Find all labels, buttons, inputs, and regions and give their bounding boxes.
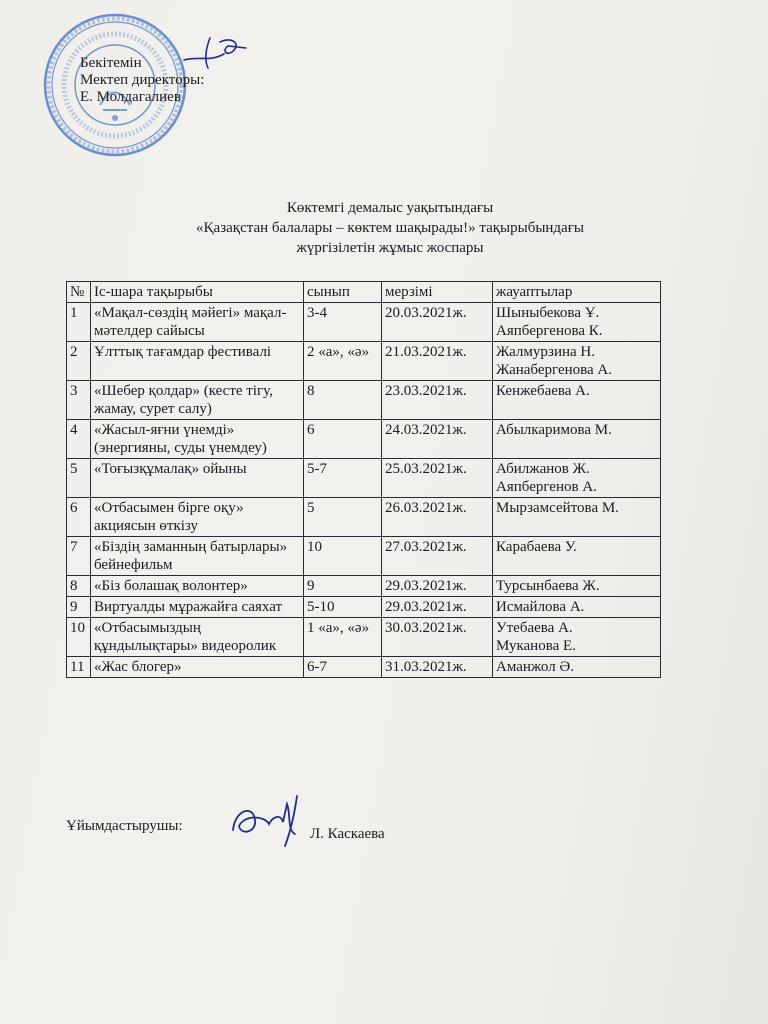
- row-number: 10: [67, 618, 91, 657]
- row-responsible: [493, 381, 661, 420]
- row-number: 3: [67, 381, 91, 420]
- row-number: 6: [67, 498, 91, 537]
- responsible-person: Жалмурзина Н.: [496, 344, 595, 360]
- approval-position: Мектеп директоры:: [80, 72, 205, 88]
- responsible-person: Аяпбергенов А.: [496, 479, 597, 495]
- organizer-label: Ұйымдастырушы:: [66, 818, 183, 834]
- row-date: 23.03.2021ж.: [382, 381, 493, 420]
- row-event: Виртуалды мұражайға саяхат: [91, 597, 304, 618]
- row-number: 8: [67, 576, 91, 597]
- table-row: [67, 381, 661, 420]
- row-grade: 2 «а», «ә»: [304, 342, 382, 381]
- title-line-3: жүргізілетін жұмыс жоспары: [296, 240, 484, 256]
- row-responsible: [493, 657, 661, 678]
- row-event: «Біз болашақ волонтер»: [91, 576, 304, 597]
- responsible-person: Утебаева А.: [496, 620, 573, 636]
- row-grade: 1 «а», «ә»: [304, 618, 382, 657]
- row-grade: 6: [304, 420, 382, 459]
- table-row: [67, 657, 661, 678]
- row-event: «Шебер қолдар» (кесте тігу, жамау, сурет салу): [91, 381, 304, 420]
- row-date: 24.03.2021ж.: [382, 420, 493, 459]
- row-date: 26.03.2021ж.: [382, 498, 493, 537]
- table-row: [67, 618, 661, 657]
- header-grade: сынып: [304, 282, 382, 303]
- row-grade: 5-10: [304, 597, 382, 618]
- document-title: [60, 198, 720, 258]
- responsible-person: Абилжанов Ж.: [496, 461, 590, 477]
- row-responsible: [493, 537, 661, 576]
- row-date: 25.03.2021ж.: [382, 459, 493, 498]
- table-body: [67, 303, 661, 678]
- row-event: Ұлттық тағамдар фестивалі: [91, 342, 304, 381]
- responsible-person: Шыныбекова Ұ.: [496, 305, 600, 321]
- header-date: мерзімі: [382, 282, 493, 303]
- responsible-person: Турсынбаева Ж.: [496, 578, 600, 594]
- responsible-person: Аяпбергенова К.: [496, 323, 603, 339]
- responsible-person: Жанабергенова А.: [496, 362, 613, 378]
- table-row: [67, 498, 661, 537]
- row-number: 7: [67, 537, 91, 576]
- title-line-2: «Қазақстан балалары – көктем шақырады!» тақырыбындағы: [196, 220, 584, 236]
- row-date: 30.03.2021ж.: [382, 618, 493, 657]
- row-date: 27.03.2021ж.: [382, 537, 493, 576]
- row-event: «Тоғызқұмалақ» ойыны: [91, 459, 304, 498]
- row-date: 29.03.2021ж.: [382, 576, 493, 597]
- table-row: [67, 303, 661, 342]
- row-event: «Біздің заманның батырлары» бейнефильм: [91, 537, 304, 576]
- row-date: 31.03.2021ж.: [382, 657, 493, 678]
- approval-name: Е. Молдагалиев: [80, 89, 181, 105]
- row-event: «Жас блогер»: [91, 657, 304, 678]
- row-responsible: [493, 420, 661, 459]
- responsible-person: Исмайлова А.: [496, 599, 585, 615]
- row-responsible: [493, 303, 661, 342]
- table-row: [67, 576, 661, 597]
- row-responsible: [493, 498, 661, 537]
- row-responsible: [493, 618, 661, 657]
- title-line-1: Көктемгі демалыс уақытындағы: [286, 200, 494, 216]
- row-responsible: [493, 459, 661, 498]
- header-event: Іс-шара тақырыбы: [91, 282, 304, 303]
- header-number: №: [67, 282, 91, 303]
- row-number: 2: [67, 342, 91, 381]
- row-grade: 6-7: [304, 657, 382, 678]
- table-row: [67, 459, 661, 498]
- header-responsible: жауаптылар: [493, 282, 661, 303]
- responsible-person: Муканова Е.: [496, 638, 576, 654]
- row-grade: 10: [304, 537, 382, 576]
- row-responsible: [493, 597, 661, 618]
- row-number: 11: [67, 657, 91, 678]
- responsible-person: Мырзамсейтова М.: [496, 500, 619, 516]
- row-number: 9: [67, 597, 91, 618]
- table-row: [67, 342, 661, 381]
- row-grade: 8: [304, 381, 382, 420]
- row-responsible: [493, 576, 661, 597]
- row-date: 29.03.2021ж.: [382, 597, 493, 618]
- row-grade: 5-7: [304, 459, 382, 498]
- approval-line: Бекітемін: [80, 55, 142, 71]
- row-event: «Отбасымыздың құндылықтары» видеоролик: [91, 618, 304, 657]
- table-row: [67, 420, 661, 459]
- row-date: 21.03.2021ж.: [382, 342, 493, 381]
- approval-block: [80, 55, 204, 106]
- row-grade: 5: [304, 498, 382, 537]
- row-date: 20.03.2021ж.: [382, 303, 493, 342]
- responsible-person: Абылкаримова М.: [496, 422, 612, 438]
- responsible-person: Аманжол Ә.: [496, 659, 575, 675]
- row-responsible: [493, 342, 661, 381]
- row-grade: 3-4: [304, 303, 382, 342]
- row-event: «Мақал-сөздің мәйегі» мақал-мәтелдер сайысы: [91, 303, 304, 342]
- row-event: «Жасыл-яғни үнемді» (энергияны, суды үнемдеу): [91, 420, 304, 459]
- row-event: «Отбасымен бірге оқу» акциясын өткізу: [91, 498, 304, 537]
- responsible-person: Карабаева У.: [496, 539, 577, 555]
- row-number: 5: [67, 459, 91, 498]
- row-number: 4: [67, 420, 91, 459]
- row-grade: 9: [304, 576, 382, 597]
- table-row: [67, 597, 661, 618]
- work-plan-table: [66, 281, 661, 678]
- organizer-name: Л. Каскаева: [310, 826, 385, 842]
- responsible-person: Кенжебаева А.: [496, 383, 590, 399]
- table-row: [67, 537, 661, 576]
- organizer-signature: [225, 790, 315, 850]
- table-header-row: [67, 282, 661, 303]
- row-number: 1: [67, 303, 91, 342]
